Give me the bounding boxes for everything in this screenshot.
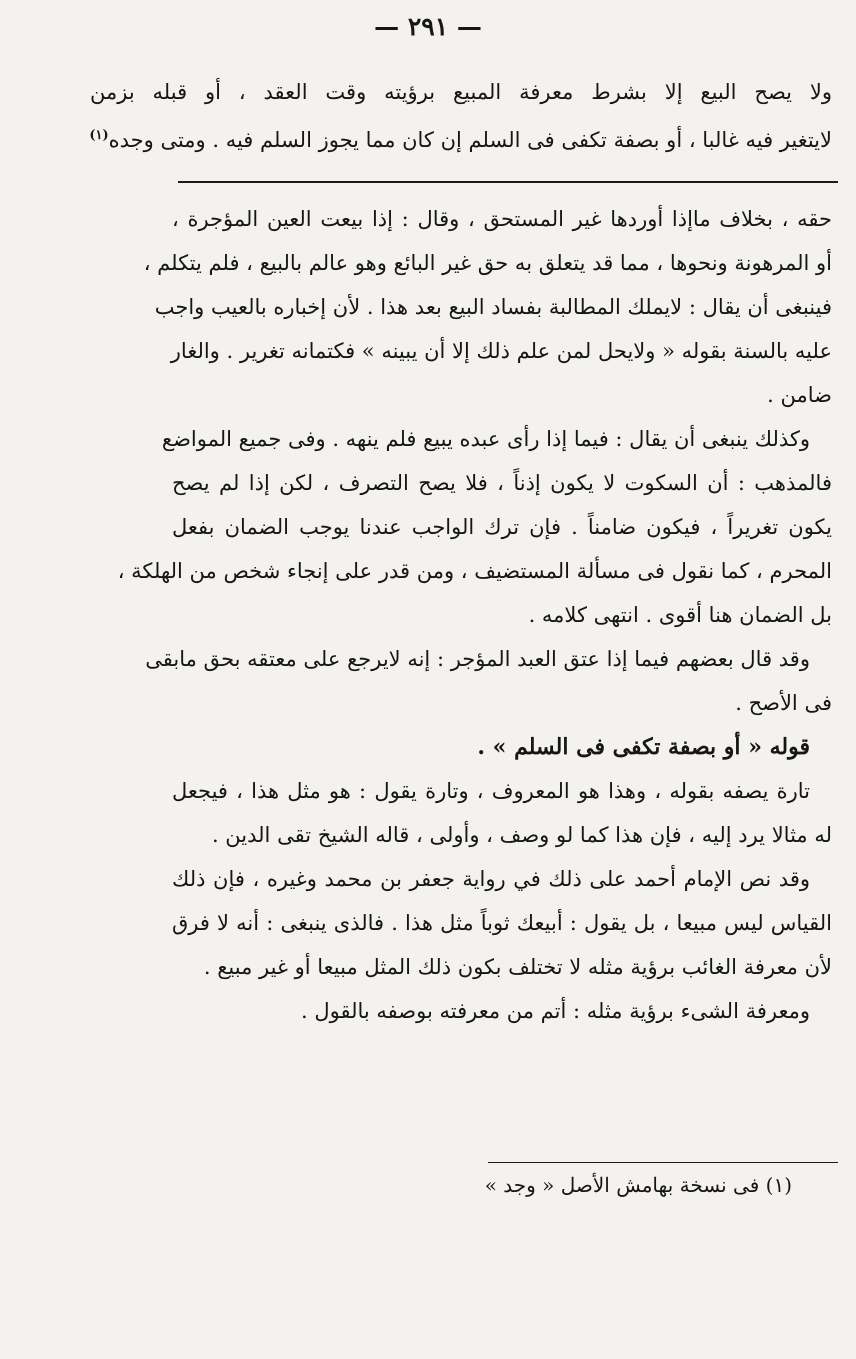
- body-line: المحرم ، كما نقول فى مسألة المستضيف ، ومن قدر على إنجاء شخص من الهلكة ،: [117, 559, 832, 583]
- body-line: فينبغى أن يقال : لايملك المطالبة بفساد البيع بعد هذا . لأن إخباره بالعيب واجب: [154, 295, 832, 319]
- body-line: له مثالا يرد إليه ، فإن هذا كما لو وصف ، وأولى ، قاله الشيخ تقى الدين .: [211, 823, 832, 847]
- body-line: أو المرهونة ونحوها ، مما قد يتعلق به حق غير البائع وهو عالم بالبيع ، فلم يتكلم ،: [143, 251, 832, 275]
- matn-line: ولا يصح البيع إلا بشرط معرفة المبيع برؤيته وقت العقد ، أو قبله بزمن: [90, 80, 832, 104]
- body-line: لأن معرفة الغائب برؤية مثله لا تختلف بكون ذلك المثل مبيعا أو غير مبيع .: [203, 955, 832, 979]
- matn-line: [90, 114, 832, 158]
- matn-divider: [178, 181, 838, 183]
- body-line: وكذلك ينبغى أن يقال : فيما إذا رأى عبده يبيع فلم ينهه . وفى جميع المواضع: [161, 427, 810, 451]
- footnote: (١) فى نسخة بهامش الأصل « وجد »: [484, 1173, 792, 1197]
- page-number: — ٢٩١ —: [374, 12, 482, 41]
- quoted-heading: قوله « أو بصفة تكفى فى السلم » .: [477, 734, 810, 760]
- body-line: ومعرفة الشىء برؤية مثله : أتم من معرفته بوصفه بالقول .: [301, 999, 810, 1023]
- body-line: عليه بالسنة بقوله « ولايحل لمن علم ذلك إلا أن يبينه » فكتمانه تغرير . والغار: [170, 339, 832, 363]
- body-line: وقد نص الإمام أحمد على ذلك في رواية جعفر بن محمد وغيره ، فإن ذلك: [172, 867, 810, 891]
- matn-block: [90, 70, 832, 158]
- matn-line-text: لايتغير فيه غالبا ، أو بصفة تكفى فى السلم إن كان مما يجوز السلم فيه . ومتى وجده: [108, 128, 832, 152]
- body-line: فى الأصح .: [735, 691, 832, 715]
- body-line: فالمذهب : أن السكوت لا يكون إذناً ، فلا يصح التصرف ، لكن إذا لم يصح: [172, 471, 832, 495]
- body-line: يكون تغريراً ، فيكون ضامناً . فإن ترك الواجب عندنا يوجب الضمان بفعل: [172, 515, 832, 539]
- body-line: بل الضمان هنا أقوى . انتهى كلامه .: [528, 603, 832, 627]
- body-line: ضامن .: [767, 383, 832, 407]
- body-line: حقه ، بخلاف ماإذا أوردها غير المستحق ، وقال : إذا بيعت العين المؤجرة ،: [172, 207, 832, 231]
- body-line: القياس ليس مبيعا ، بل يقول : أبيعك ثوباً مثل هذا . فالذى ينبغى : أنه لا فرق: [172, 911, 832, 935]
- body-line: وقد قال بعضهم فيما إذا عتق العبد المؤجر : إنه لايرجع على معتقه بحق مابقى: [145, 647, 810, 671]
- commentary-block: [117, 197, 832, 1033]
- footnote-divider: [488, 1162, 838, 1163]
- footnote-marker: (١): [89, 128, 109, 143]
- body-line: تارة يصفه بقوله ، وهذا هو المعروف ، وتارة يقول : هو مثل هذا ، فيجعل: [172, 779, 810, 803]
